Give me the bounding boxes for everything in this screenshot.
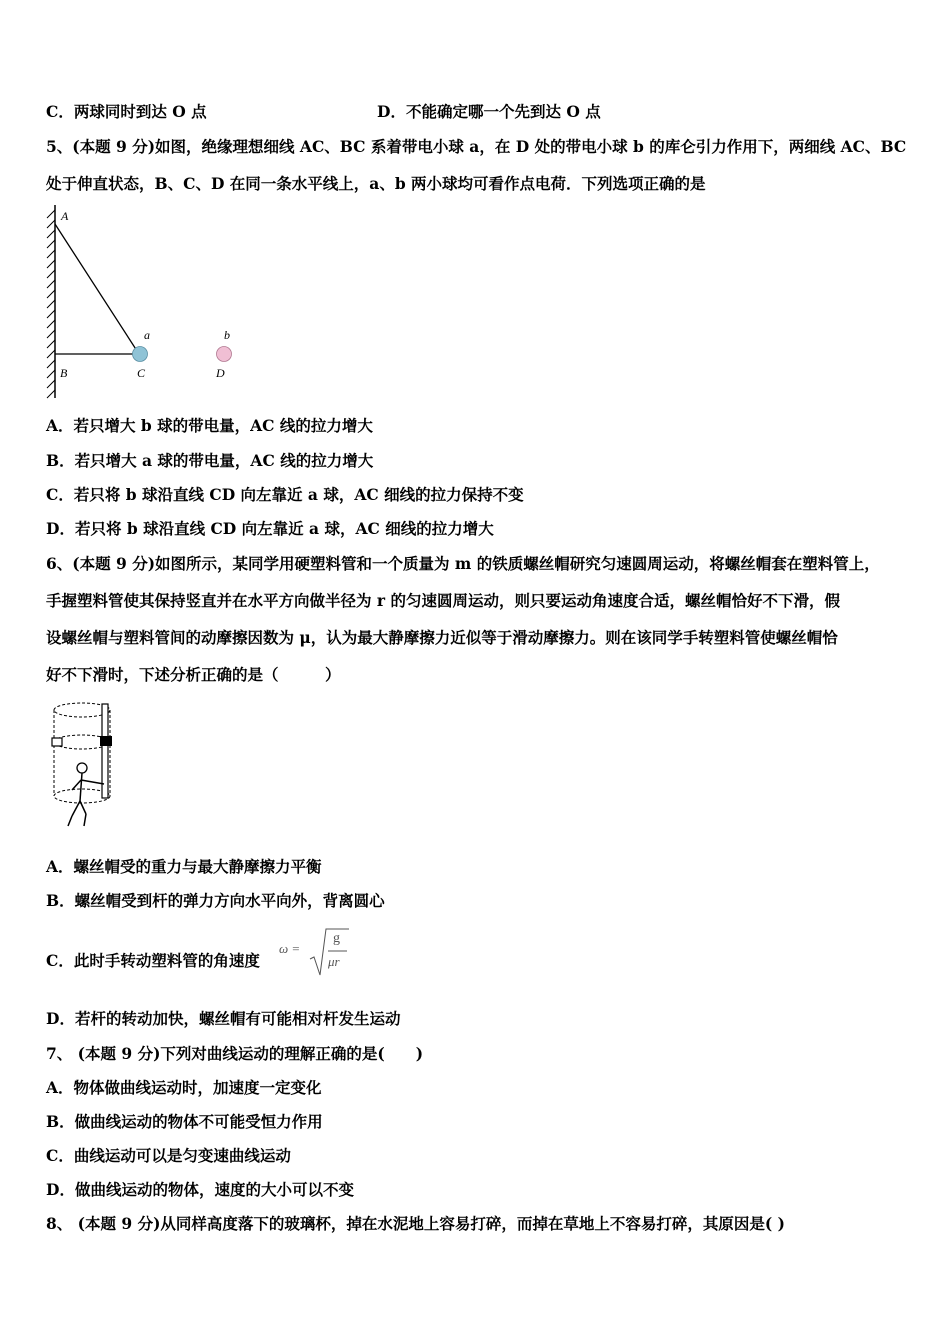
ball-b xyxy=(217,347,232,362)
q6-figure xyxy=(46,698,126,833)
q4-option-c: C．两球同时到达 O 点 xyxy=(46,102,207,121)
label-A: A xyxy=(61,209,69,223)
q7-option-a: A．物体做曲线运动时，加速度一定变化 xyxy=(46,1078,322,1097)
q5-figure xyxy=(40,200,260,405)
q6-stem-line3: 设螺丝帽与塑料管间的动摩擦因数为 μ，认为最大静摩擦力近似等于滑动摩擦力。则在该同学手转塑料管使螺丝帽恰 xyxy=(46,628,838,647)
ball-a xyxy=(133,347,148,362)
label-b: b xyxy=(224,328,230,342)
formula-denominator: μr xyxy=(328,954,340,969)
omega-formula xyxy=(279,925,359,977)
q6-option-a: A．螺丝帽受的重力与最大静摩擦力平衡 xyxy=(46,857,322,876)
person-head xyxy=(77,763,87,773)
q7-option-c: C．曲线运动可以是匀变速曲线运动 xyxy=(46,1146,291,1165)
q6-option-c: C．此时手转动塑料管的角速度 xyxy=(46,951,260,970)
nut-left xyxy=(52,738,62,746)
formula-lhs: ω = xyxy=(279,941,301,956)
q6-stem-line1: 6、(本题 9 分)如图所示，某同学用硬塑料管和一个质量为 m 的铁质螺丝帽研究匀速圆周运动，将螺丝帽套在塑料管上， xyxy=(46,554,880,573)
q7-option-b: B．做曲线运动的物体不可能受恒力作用 xyxy=(46,1112,323,1131)
q4-option-d: D．不能确定哪一个先到达 O 点 xyxy=(377,102,601,121)
q5-option-d: D．若只将 b 球沿直线 CD 向左靠近 a 球，AC 细线的拉力增大 xyxy=(46,519,494,538)
label-B: B xyxy=(60,366,68,380)
q6-option-d: D．若杆的转动加快，螺丝帽有可能相对杆发生运动 xyxy=(46,1009,401,1028)
nut xyxy=(100,736,112,746)
formula-numerator: g xyxy=(333,931,340,946)
wall-hatching xyxy=(47,210,55,398)
q6-option-b: B．螺丝帽受到杆的弹力方向水平向外，背离圆心 xyxy=(46,891,385,910)
q5-stem-line2: 处于伸直状态，B、C、D 在同一条水平线上，a、b 两小球均可看作点电荷．下列选项正确的是 xyxy=(46,174,706,193)
q7-option-d: D．做曲线运动的物体，速度的大小可以不变 xyxy=(46,1180,354,1199)
q6-stem-line4: 好不下滑时，下述分析正确的是（ ） xyxy=(46,665,341,684)
q8-stem: 8、 (本题 9 分)从同样高度落下的玻璃杯，掉在水泥地上容易打碎，而掉在草地上不容易打碎，其原因是( ) xyxy=(46,1214,785,1233)
label-a: a xyxy=(144,328,150,342)
label-D: D xyxy=(216,366,225,380)
q7-stem: 7、 (本题 9 分)下列对曲线运动的理解正确的是( ) xyxy=(46,1044,424,1063)
q5-option-c: C．若只将 b 球沿直线 CD 向左靠近 a 球，AC 细线的拉力保持不变 xyxy=(46,485,524,504)
label-C: C xyxy=(137,366,146,380)
q6-stem-line2: 手握塑料管使其保持竖直并在水平方向做半径为 r 的匀速圆周运动，则只要运动角速度合适，螺丝帽恰好不下滑，假 xyxy=(46,591,840,610)
q5-option-a: A．若只增大 b 球的带电量，AC 线的拉力增大 xyxy=(46,416,373,435)
q5-option-b: B．若只增大 a 球的带电量，AC 线的拉力增大 xyxy=(46,451,374,470)
q5-stem-line1: 5、(本题 9 分)如图，绝缘理想细线 AC、BC 系着带电小球 a，在 D 处的带电小球 b 的库仑引力作用下，两细线 AC、BC xyxy=(46,137,907,156)
string-ac xyxy=(55,224,139,354)
